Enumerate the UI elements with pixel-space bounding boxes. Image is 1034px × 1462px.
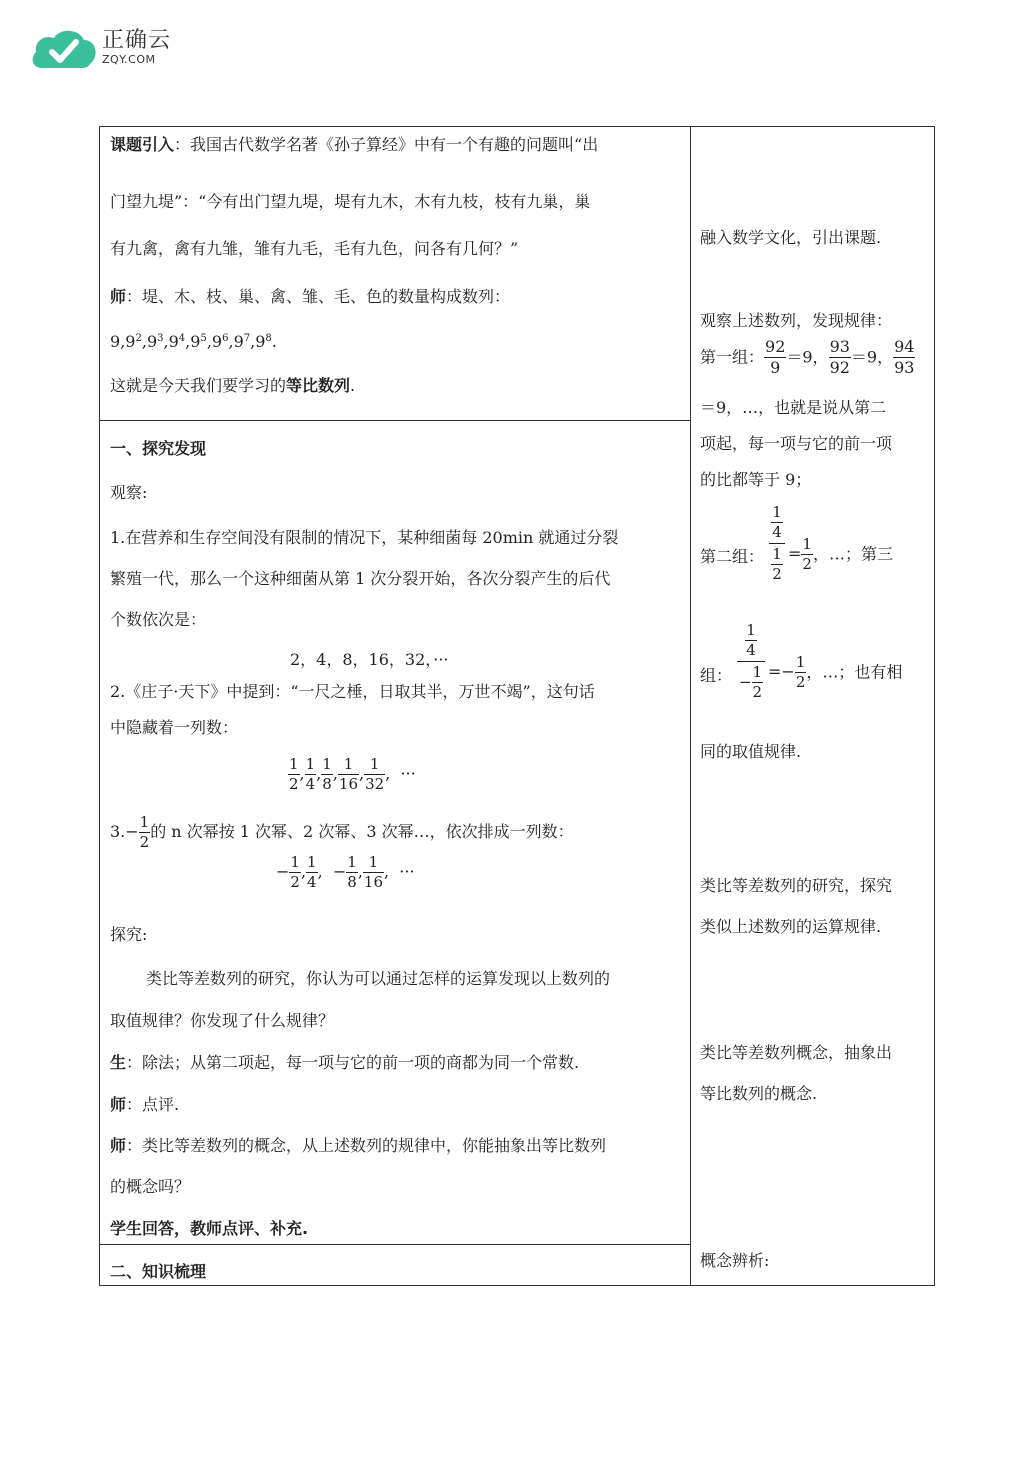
item3-fraction-sequence: − $\frac{1}{2}$ , $\frac{1}{4}$ , − $\frac{1}{8}$ , $\frac{1}{16}$ , ··· [276, 853, 415, 891]
denominator: 16 [338, 775, 359, 793]
group2-result: = $\frac{1}{2}$ ，…；第三 [788, 535, 893, 573]
row-divider-1 [100, 420, 690, 421]
student-label: 生 [110, 1053, 127, 1072]
seq-base: 9 [168, 332, 179, 351]
denominator: 8 [322, 775, 332, 793]
fraction-bar [737, 661, 765, 662]
power-sequence: $9,9^2,9^3,9^4,9^5,9^6,9^7,9^8$. [110, 332, 277, 351]
denominator: 2 [802, 555, 812, 573]
group3-compound-fraction [736, 623, 766, 700]
seq-base: 9 [255, 332, 266, 351]
denominator: 2 [139, 833, 150, 851]
denominator: 2 [289, 775, 299, 793]
numerator: 1 [772, 503, 782, 521]
today-suffix: . [350, 376, 356, 395]
numerator: 1 [364, 757, 385, 775]
seq-base: 9 [125, 332, 136, 351]
culture-note: 融入数学文化，引出课题. [700, 228, 882, 247]
today-prefix: 这就是今天我们要学习的 [110, 376, 287, 395]
group3-line-2: 同的取值规律. [700, 742, 802, 761]
fraction [288, 757, 300, 792]
analogy-line-1: 类比等差数列的研究，探究 [700, 876, 893, 895]
item3-prefix: 3.− [110, 822, 139, 841]
fraction [346, 855, 358, 890]
negative-half: − $\frac{1}{2}$ [738, 663, 763, 701]
group1-line-2: 项起，每一项与它的前一项 [700, 434, 893, 453]
fraction [829, 339, 851, 376]
item1-line-3: 个数依次是： [110, 610, 207, 629]
logo-domain: ZQY.COM [102, 53, 156, 66]
denominator: 93 [894, 358, 915, 377]
student-text: ：除法；从第二项起，每一项与它的前一项的商都为同一个常数. [126, 1053, 580, 1072]
fraction [321, 757, 333, 792]
numerator: 1 [322, 755, 332, 773]
seq-base: 9 [146, 332, 158, 351]
row-divider-2 [100, 1244, 690, 1245]
teacher-text: ：堤、木、枝、巢、禽、雏、毛、色的数量构成数列： [126, 287, 511, 306]
group1-line-3: 的比都等于 9； [700, 470, 812, 489]
item1-sequence: 2，4，8，16，32，··· [290, 650, 449, 669]
concept-analysis: 概念辨析: [700, 1251, 770, 1270]
seq-exp: 3 [157, 333, 164, 344]
numerator: 1 [347, 853, 357, 871]
item2-line-1: 2.《庄子·天下》中提到：“一尺之棰，日取其半，万世不竭”，这句话 [110, 682, 595, 701]
denominator: 2 [772, 565, 782, 583]
numerator: 1 [802, 535, 812, 553]
denominator: 4 [772, 523, 782, 541]
logo-name: 正确云 [102, 28, 172, 53]
fraction [771, 547, 783, 582]
fraction [305, 757, 317, 792]
logo-text [102, 28, 171, 66]
seq-exp: 8 [265, 333, 272, 344]
denominator: 32 [365, 775, 385, 793]
explore-line-2: 取值规律？你发现了什么规律？ [110, 1011, 335, 1030]
equals-nine: ＝9， [850, 347, 894, 367]
denominator: 2 [752, 683, 763, 701]
seq-base: 9 [233, 332, 244, 351]
intro-line-3: 有九禽，禽有九雏，雏有九毛，毛有九色，问各有几何？” [110, 239, 519, 258]
fraction [338, 757, 359, 792]
denominator: 4 [307, 873, 317, 891]
teacher-text: ：类比等差数列的概念，从上述数列的规律中，你能抽象出等比数列 [126, 1136, 607, 1155]
fraction [893, 339, 915, 376]
teacher-line [110, 287, 510, 307]
seq-exp: 2 [135, 333, 142, 344]
fraction [771, 505, 783, 540]
numerator: 92 [765, 337, 786, 356]
fraction [289, 855, 301, 890]
numerator: 1 [363, 855, 384, 873]
denominator: 4 [305, 775, 316, 793]
numerator: 1 [305, 755, 316, 773]
seq-exp: 6 [222, 333, 229, 344]
seq-exp: 5 [200, 333, 207, 344]
numerator: 1 [307, 853, 317, 871]
item3-suffix: 的 n 次幂按 1 次幂、2 次幂、3 次幂…，依次排成一列数： [150, 822, 574, 841]
column-divider [690, 127, 691, 1285]
numerator: 1 [139, 813, 150, 831]
group2-tail: ，…；第三 [812, 544, 893, 564]
numerator: 1 [338, 757, 359, 775]
observe-rule: 观察上述数列，发现规律： [700, 311, 893, 330]
group2-label: 第二组： [700, 547, 765, 566]
group1-label: 第一组： [700, 347, 765, 367]
answer-line: 学生回答，教师点评、补充. [110, 1219, 309, 1238]
explore-heading: 探究: [110, 925, 148, 944]
numerator: 94 [894, 337, 915, 356]
seq-base: 9 [211, 332, 223, 351]
numerator: 1 [752, 663, 763, 681]
section-2-title: 二、知识梳理 [110, 1262, 207, 1281]
equals-nine: ＝9， [786, 347, 829, 367]
fraction [139, 815, 151, 850]
item3-line [110, 815, 574, 850]
item2-line-2: 中隐藏着一列数： [110, 718, 239, 737]
observe-heading: 观察: [110, 483, 148, 502]
seq-base: 9 [190, 332, 201, 351]
item1-line-2: 繁殖一代，那么一个这种细菌从第 1 次分裂开始，各次分裂产生的后代 [110, 569, 611, 588]
intro-text: ：我国古代数学名著《孙子算经》中有一个有趣的问题叫“出 [174, 135, 599, 154]
group1-line [700, 339, 915, 376]
denominator: 8 [347, 873, 357, 891]
seq-term-1: 9 [110, 332, 121, 351]
lesson-table [99, 126, 935, 1286]
numerator: 1 [795, 653, 806, 671]
explore-line-1: 类比等差数列的研究，你认为可以通过怎样的运算发现以上数列的 [146, 969, 611, 988]
numerator: 93 [829, 337, 850, 356]
analogy-line-2: 类似上述数列的运算规律. [700, 917, 882, 936]
fraction [801, 537, 813, 572]
seq-exp: 7 [243, 333, 251, 344]
intro-line-1 [110, 135, 598, 155]
fraction [752, 665, 764, 700]
denominator: 16 [363, 873, 383, 891]
section-1-title: 一、探究发现 [110, 439, 207, 458]
teacher-line-2 [110, 1095, 179, 1115]
teacher-line-4: 的概念吗？ [110, 1177, 191, 1196]
ellipsis: ··· [400, 764, 416, 783]
today-topic: 等比数列 [286, 376, 351, 395]
fraction [306, 855, 318, 890]
denominator: 2 [795, 673, 806, 691]
group2-compound-fraction [768, 505, 786, 582]
fraction [795, 655, 807, 690]
intro-label: 课题引入 [110, 135, 175, 154]
fraction [745, 623, 757, 658]
intro-line-2: 门望九堤”：“今有出门望九堤，堤有九木，木有九枝，枝有九巢，巢 [110, 192, 591, 211]
denominator: 92 [829, 358, 850, 377]
concept-line-2: 等比数列的概念. [700, 1084, 818, 1103]
numerator: 1 [290, 853, 300, 871]
denominator: 9 [770, 358, 781, 377]
numerator: 1 [289, 755, 299, 773]
teacher-label: 师 [110, 1136, 127, 1155]
item1-line-1: 1.在营养和生存空间没有限制的情况下，某种细菌每 20min 就通过分裂 [110, 528, 619, 547]
teacher-line-3 [110, 1136, 606, 1156]
denominator: 2 [290, 873, 300, 891]
today-line [110, 376, 355, 396]
numerator: 1 [772, 545, 782, 563]
fraction [364, 757, 385, 792]
group3-tail: ，…；也有相 [806, 662, 903, 682]
concept-line-1: 类比等差数列概念，抽象出 [700, 1043, 893, 1062]
teacher-label: 师 [110, 1095, 127, 1114]
fraction-bar [769, 543, 785, 544]
ellipsis: ··· [399, 862, 415, 881]
fraction [764, 339, 786, 376]
denominator: 4 [746, 641, 756, 659]
teacher-label: 师 [110, 287, 127, 306]
fraction [363, 855, 384, 890]
student-line [110, 1053, 579, 1073]
group3-result: =− $\frac{1}{2}$ ，…；也有相 [768, 653, 903, 691]
group1-tail: ＝9，…，也就是说从第二 [700, 398, 887, 417]
group3-label: 组： [700, 666, 733, 685]
numerator: 1 [746, 621, 756, 639]
seq-exp: 4 [178, 333, 186, 344]
teacher-text: ：点评. [126, 1095, 180, 1114]
item2-fraction-sequence: $\frac{1}{2}$ , $\frac{1}{4}$ , $\frac{1}{8}$ , $\frac{1}{16}$ , $\frac{1}{32}$ , ··· [289, 755, 416, 793]
